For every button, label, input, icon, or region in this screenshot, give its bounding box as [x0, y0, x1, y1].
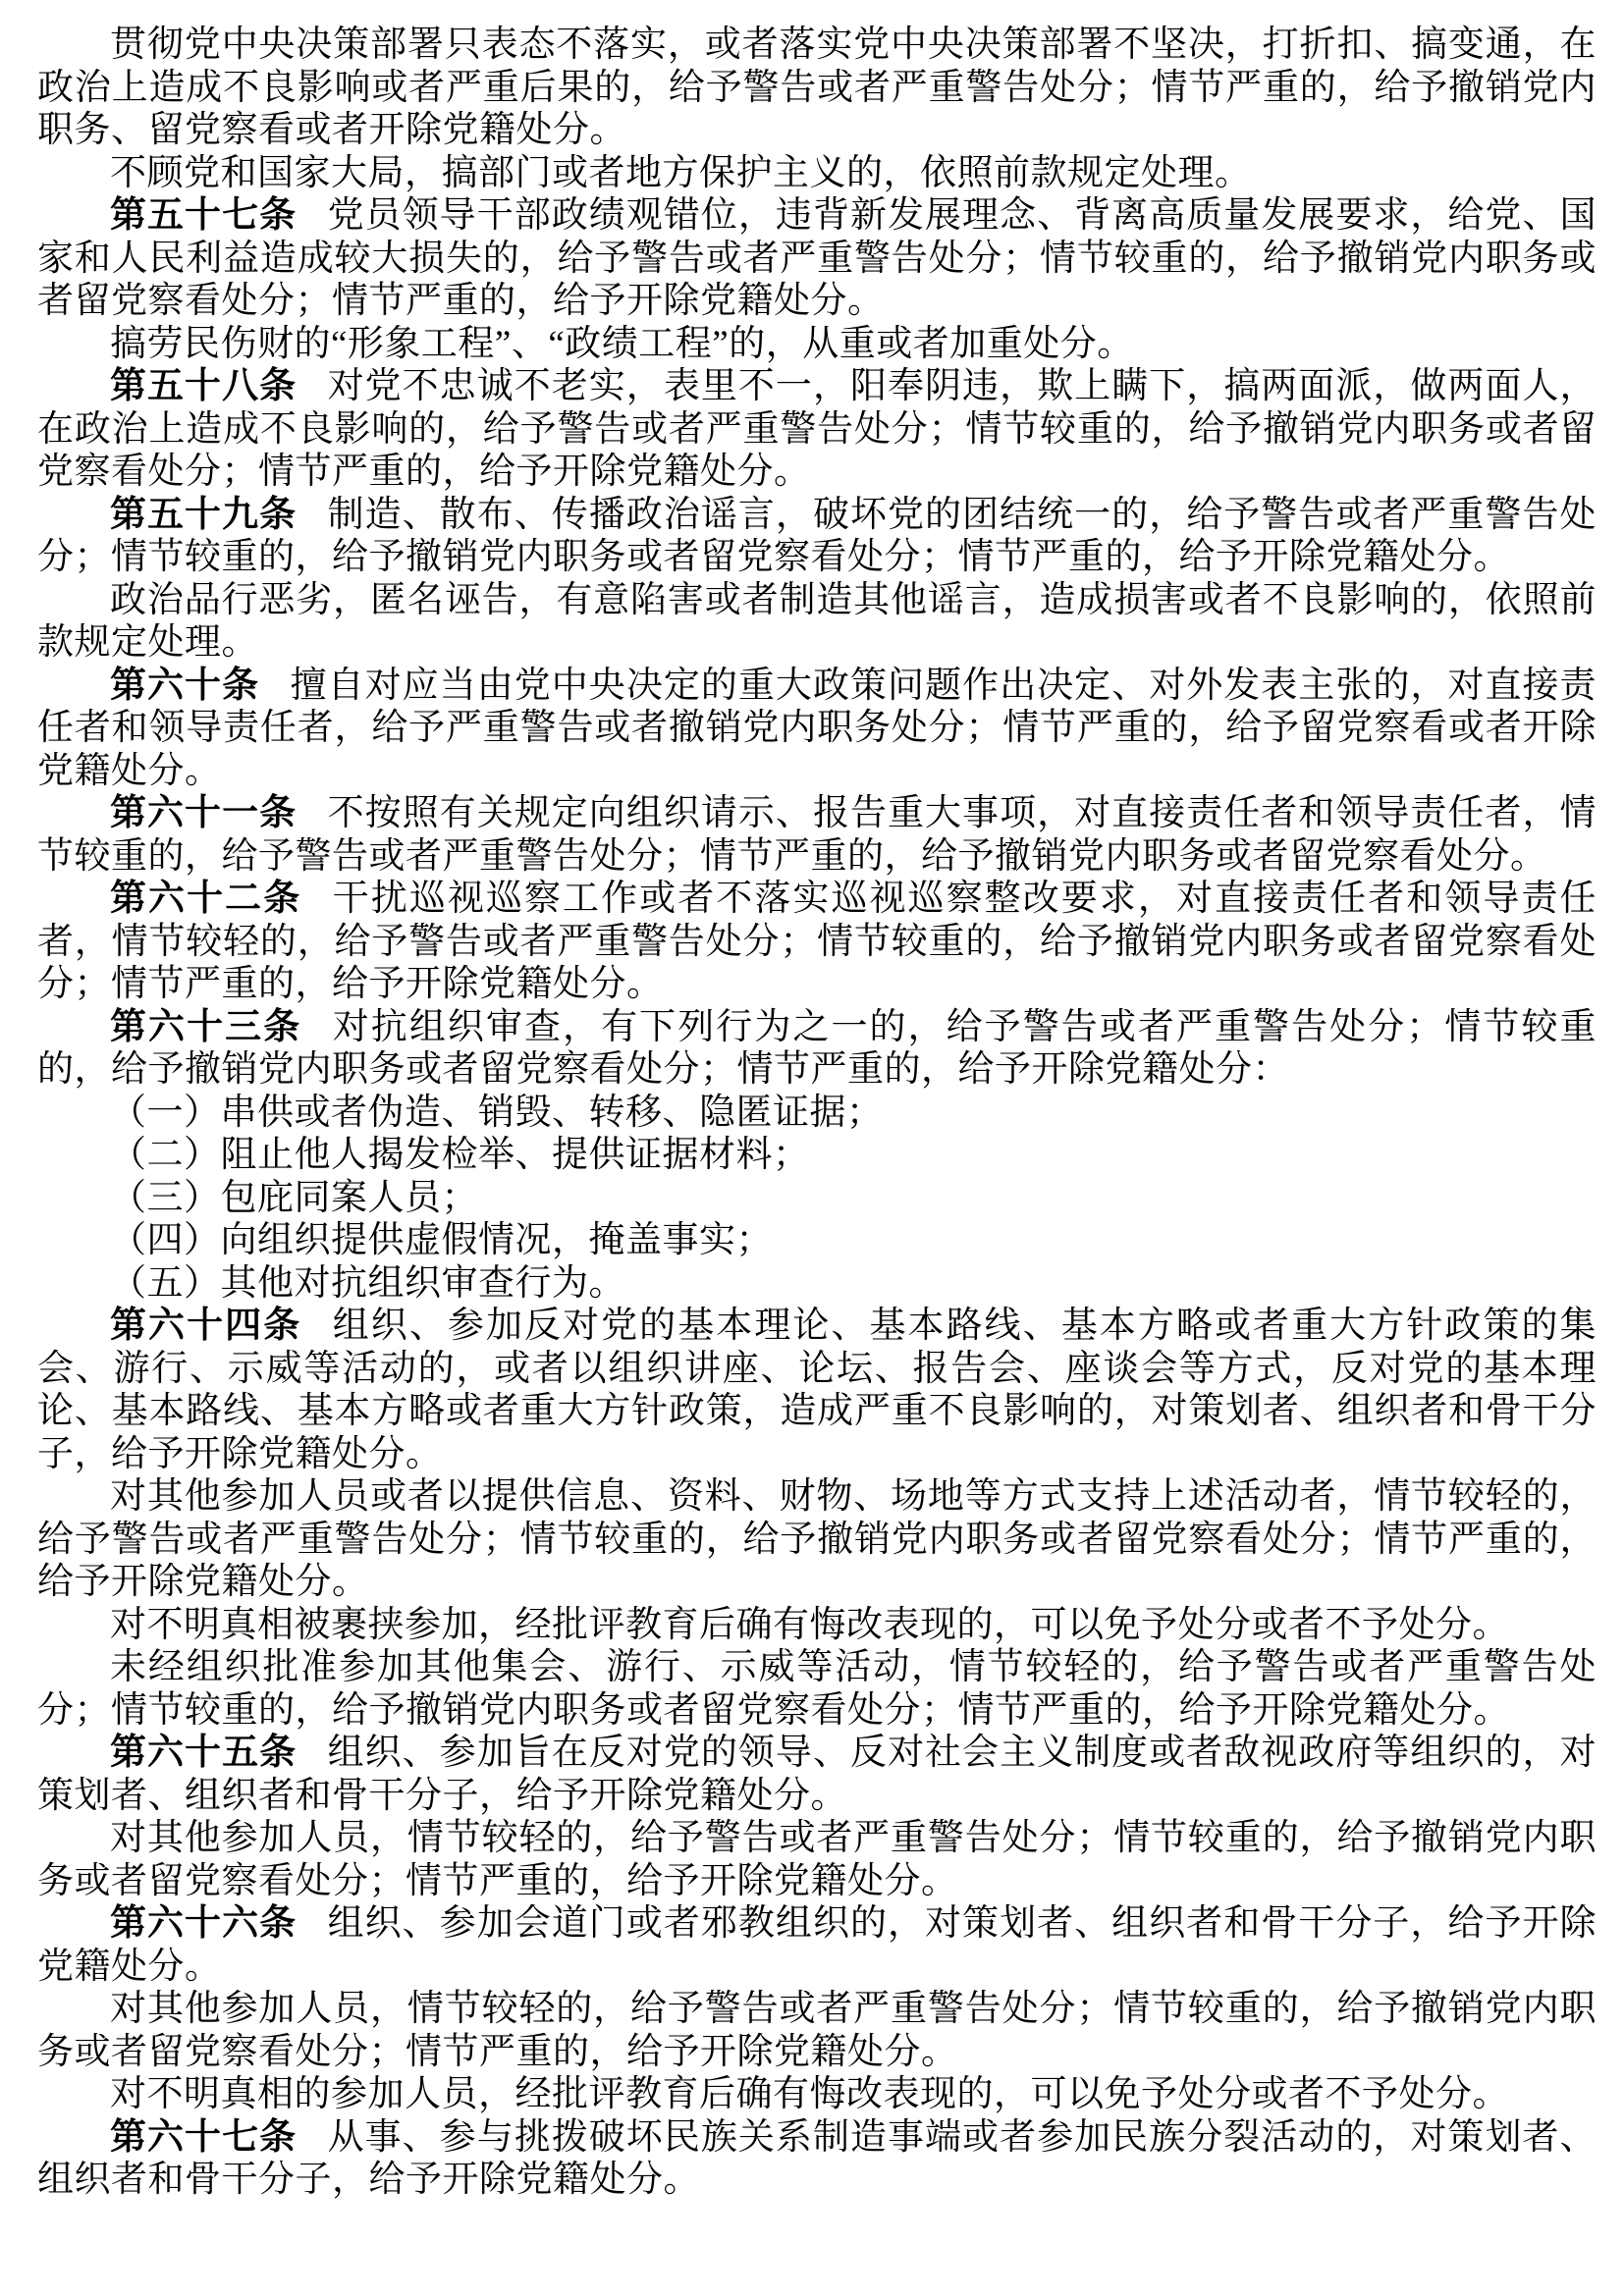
paragraph [37, 579, 1597, 665]
article-number: 第六十六条 [110, 1903, 298, 1944]
article-number: 第六十三条 [110, 1006, 302, 1047]
paragraph [37, 1732, 1597, 1817]
paragraph [37, 365, 1597, 494]
paragraph-text: 组织、参加会道门或者邪教组织的，对策划者、组织者和骨干分子，给予开除党籍处分。 [37, 1903, 1597, 1987]
paragraph-text: 对抗组织审查，有下列行为之一的，给予警告或者严重警告处分；情节较重的，给予撤销党内职务或者留党察看处分；情节严重的，给予开除党籍处分： [37, 1006, 1597, 1090]
paragraph-text: 对其他参加人员，情节较轻的，给予警告或者严重警告处分；情节较重的，给予撤销党内职务或者留党察看处分；情节严重的，给予开除党籍处分。 [37, 1818, 1597, 1901]
paragraph-text: 不按照有关规定向组织请示、报告重大事项，对直接责任者和领导责任者，情节较重的，给予警告或者严重警告处分；情节严重的，给予撤销党内职务或者留党察看处分。 [37, 793, 1597, 877]
article-number: 第六十七条 [110, 2116, 298, 2158]
paragraph-text: 搞劳民伤财的“形象工程”、“政绩工程”的，从重或者加重处分。 [110, 323, 1134, 364]
article-number: 第五十八条 [110, 366, 298, 406]
paragraph-text: （三）包庇同案人员； [110, 1177, 478, 1218]
paragraph [37, 1475, 1597, 1604]
document-content [37, 24, 1597, 2202]
paragraph-text: 擅自对应当由党中央决定的重大政策问题作出决定、对外发表主张的，对直接责任者和领导责任者，给予严重警告或者撤销党内职务处分；情节严重的，给予留党察看或者开除党籍处分。 [37, 665, 1597, 791]
paragraph-text: 政治品行恶劣，匿名诬告，有意陷害或者制造其他谣言，造成损害或者不良影响的，依照前款规定处理。 [37, 579, 1597, 663]
paragraph [37, 1177, 1597, 1220]
article-number: 第五十九条 [110, 494, 298, 535]
paragraph [37, 1646, 1597, 1732]
paragraph [37, 1092, 1597, 1135]
article-number: 第六十四条 [110, 1306, 302, 1346]
paragraph-text: 对其他参加人员或者以提供信息、资料、财物、场地等方式支持上述活动者，情节较轻的，给予警告或者严重警告处分；情节较重的，给予撤销党内职务或者留党察看处分；情节严重的，给予开除党籍处分。 [37, 1476, 1597, 1602]
paragraph [37, 1604, 1597, 1647]
paragraph [37, 878, 1597, 1006]
article-number: 第五十七条 [110, 195, 298, 236]
paragraph [37, 792, 1597, 878]
paragraph-text: 从事、参与挑拨破坏民族关系制造事端或者参加民族分裂活动的，对策划者、组织者和骨干分子，给予开除党籍处分。 [37, 2116, 1597, 2200]
article-number: 第六十五条 [110, 1733, 298, 1773]
paragraph [37, 1262, 1597, 1306]
paragraph-text: 未经组织批准参加其他集会、游行、示威等活动，情节较轻的，给予警告或者严重警告处分；情节较重的，给予撤销党内职务或者留党察看处分；情节严重的，给予开除党籍处分。 [37, 1647, 1597, 1731]
paragraph-text: 贯彻党中央决策部署只表态不落实，或者落实党中央决策部署不坚决，打折扣、搞变通，在政治上造成不良影响或者严重后果的，给予警告或者严重警告处分；情节严重的，给予撤销党内职务、留党察看或者开除党籍处分。 [37, 25, 1597, 150]
paragraph-text: 对不明真相的参加人员，经批评教育后确有悔改表现的，可以免予处分或者不予处分。 [110, 2074, 1509, 2114]
paragraph-text: （二）阻止他人揭发检举、提供证据材料； [110, 1135, 810, 1175]
paragraph [37, 1988, 1597, 2073]
paragraph [37, 2073, 1597, 2116]
paragraph-text: 干扰巡视巡察工作或者不落实巡视巡察整改要求，对直接责任者和领导责任者，情节较轻的，给予警告或者严重警告处分；情节较重的，给予撤销党内职务或者留党察看处分；情节严重的，给予开除党籍处分。 [37, 879, 1597, 1004]
paragraph [37, 24, 1597, 152]
paragraph-text: （五）其他对抗组织审查行为。 [110, 1262, 625, 1304]
paragraph [37, 194, 1597, 323]
paragraph-text: （四）向组织提供虚假情况，掩盖事实； [110, 1220, 773, 1260]
paragraph-text: 对其他参加人员，情节较轻的，给予警告或者严重警告处分；情节较重的，给予撤销党内职务或者留党察看处分；情节严重的，给予开除党籍处分。 [37, 1989, 1597, 2072]
paragraph [37, 152, 1597, 195]
paragraph [37, 1134, 1597, 1177]
paragraph-text: （一）串供或者伪造、销毁、转移、隐匿证据； [110, 1092, 884, 1133]
paragraph [37, 323, 1597, 366]
paragraph [37, 665, 1597, 793]
paragraph-text: 对不明真相被裹挟参加，经批评教育后确有悔改表现的，可以免予处分或者不予处分。 [110, 1604, 1509, 1645]
paragraph [37, 1902, 1597, 1988]
paragraph [37, 1817, 1597, 1902]
paragraph [37, 1305, 1597, 1475]
paragraph-text: 组织、参加反对党的基本理论、基本路线、基本方略或者重大方针政策的集会、游行、示威等活动的，或者以组织讲座、论坛、报告会、座谈会等方式，反对党的基本理论、基本路线、基本方略或者重大方针政策，造成严重不良影响的，对策划者、组织者和骨干分子，给予开除党籍处分。 [37, 1306, 1597, 1474]
paragraph-text: 不顾党和国家大局，搞部门或者地方保护主义的，依照前款规定处理。 [110, 152, 1252, 193]
paragraph [37, 2116, 1597, 2202]
paragraph-text: 组织、参加旨在反对党的领导、反对社会主义制度或者敌视政府等组织的，对策划者、组织者和骨干分子，给予开除党籍处分。 [37, 1733, 1597, 1816]
article-number: 第六十一条 [110, 793, 298, 833]
paragraph [37, 1006, 1597, 1092]
paragraph [37, 1219, 1597, 1262]
article-number: 第六十二条 [110, 879, 302, 919]
paragraph [37, 494, 1597, 579]
paragraph-text: 制造、散布、传播政治谣言，破坏党的团结统一的，给予警告或者严重警告处分；情节较重的，给予撤销党内职务或者留党察看处分；情节严重的，给予开除党籍处分。 [37, 494, 1597, 577]
paragraph-text: 对党不忠诚不老实，表里不一，阳奉阴违，欺上瞒下，搞两面派，做两面人，在政治上造成不良影响的，给予警告或者严重警告处分；情节较重的，给予撤销党内职务或者留党察看处分；情节严重的，给予开除党籍处分。 [37, 366, 1597, 492]
article-number: 第六十条 [110, 665, 260, 706]
paragraph-text: 党员领导干部政绩观错位，违背新发展理念、背离高质量发展要求，给党、国家和人民利益造成较大损失的，给予警告或者严重警告处分；情节较重的，给予撤销党内职务或者留党察看处分；情节严重的，给予开除党籍处分。 [37, 195, 1597, 321]
